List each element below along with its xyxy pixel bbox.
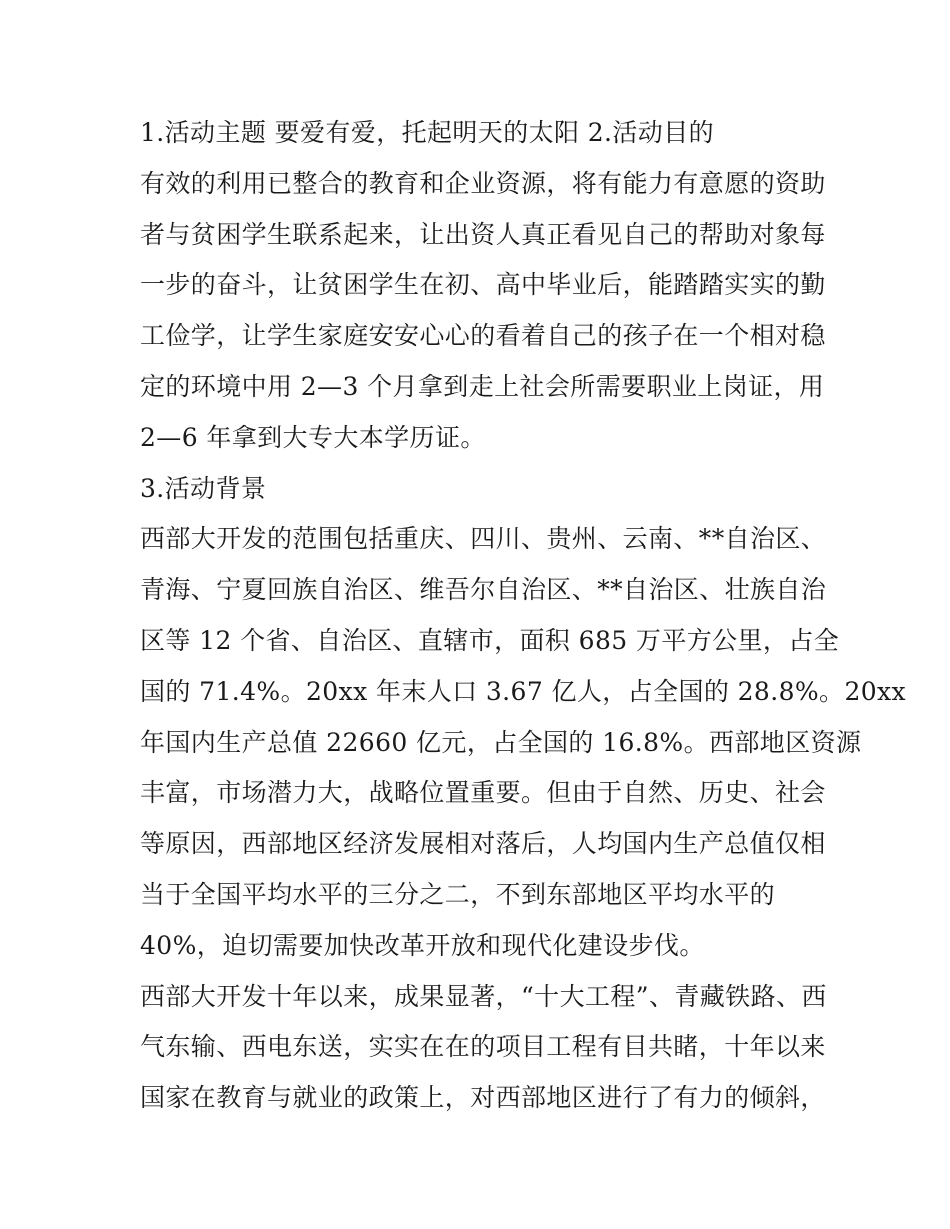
text-line: 区等 12 个省、自治区、直辖市，面积 685 万平方公里，占全 <box>140 625 840 655</box>
text-line: 丰富，市场潜力大，战略位置重要。但由于自然、历史、社会 <box>140 778 826 808</box>
text-line-heading-activity-background: 3.活动背景 <box>140 473 267 503</box>
text-line: 青海、宁夏回族自治区、维吾尔自治区、**自治区、壮族自治 <box>140 575 827 605</box>
text-line: 年国内生产总值 22660 亿元，占全国的 16.8%。西部地区资源 <box>140 727 862 757</box>
text-line: 气东输、西电东送，实实在在的项目工程有目共睹，十年以来 <box>140 1032 826 1062</box>
text-line: 西部大开发的范围包括重庆、四川、贵州、云南、**自治区、 <box>140 524 827 554</box>
text-line: 一步的奋斗，让贫困学生在初、高中毕业后，能踏踏实实的勤 <box>140 270 826 300</box>
text-line: 当于全国平均水平的三分之二，不到东部地区平均水平的 <box>140 879 776 909</box>
text-line: 国家在教育与就业的政策上，对西部地区进行了有力的倾斜， <box>140 1083 826 1113</box>
text-line: 工俭学，让学生家庭安安心心的看着自己的孩子在一个相对稳 <box>140 321 826 351</box>
text-line: 40%，迫切需要加快改革开放和现代化建设步伐。 <box>140 930 705 960</box>
text-line: 等原因，西部地区经济发展相对落后，人均国内生产总值仅相 <box>140 829 826 859</box>
text-line: 有效的利用已整合的教育和企业资源，将有能力有意愿的资助 <box>140 168 826 198</box>
text-line: 者与贫困学生联系起来，让出资人真正看见自己的帮助对象每 <box>140 219 826 249</box>
text-line-heading-activity-theme: 1.活动主题 要爱有爱，托起明天的太阳 2.活动目的 <box>140 118 715 147</box>
body-text <box>140 108 907 1124</box>
text-line: 定的环境中用 2—3 个月拿到走上社会所需要职业上岗证，用 <box>140 371 825 401</box>
text-line: 2—6 年拿到大专大本学历证。 <box>140 422 486 452</box>
text-line: 国的 71.4%。20xx 年末人口 3.67 亿人，占全国的 28.8%。20xx <box>140 676 907 706</box>
text-line: 西部大开发十年以来，成果显著，“十大工程”、青藏铁路、西 <box>140 981 827 1011</box>
